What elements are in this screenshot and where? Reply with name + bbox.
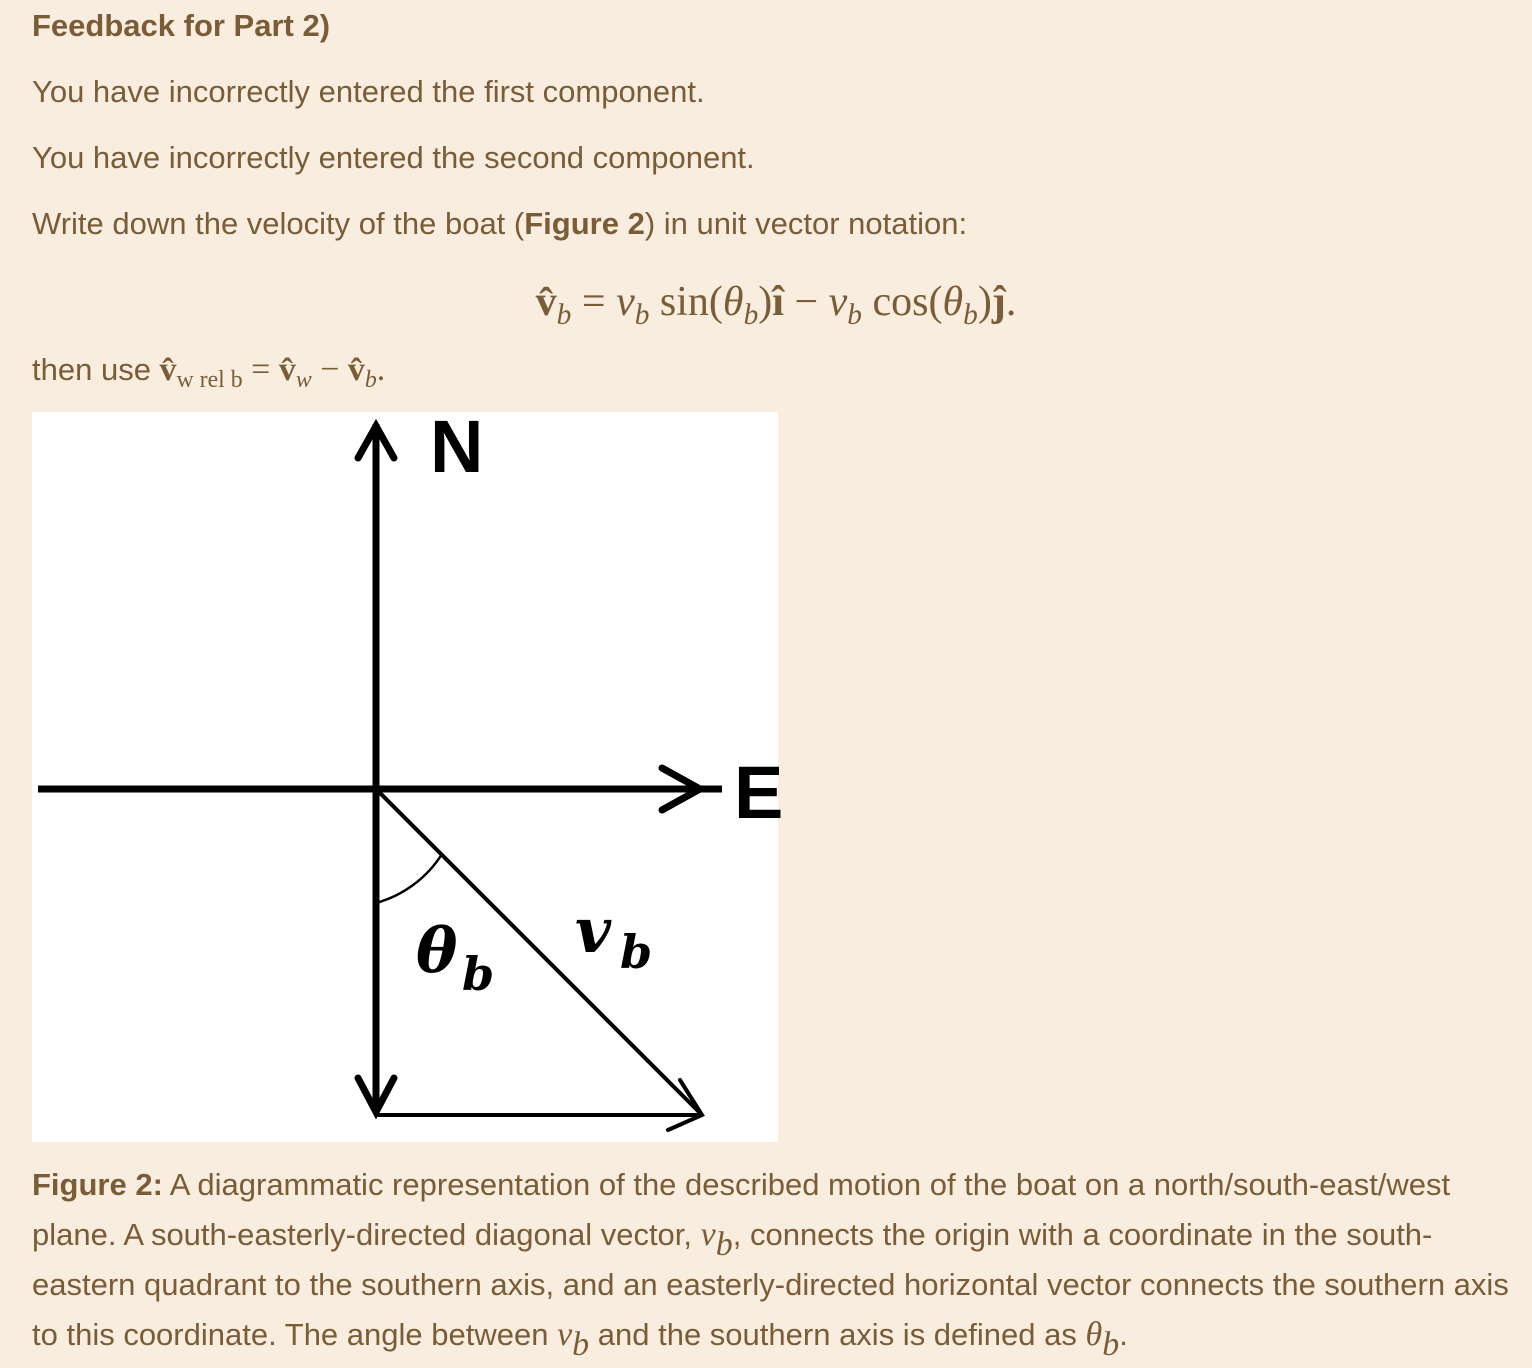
boat-velocity-sub: b: [364, 367, 377, 394]
figure-caption: [32, 1160, 1522, 1364]
eq-i-hat: î: [772, 279, 784, 325]
figure-2-diagram: [32, 405, 784, 1142]
caption-part-4: .: [1119, 1317, 1128, 1352]
caption-theta: θ: [1085, 1316, 1103, 1353]
feedback-line-second-component: You have incorrectly entered the second component.: [32, 140, 755, 175]
caption-theta-sub: b: [1102, 1326, 1120, 1364]
caption-label: Figure 2:: [32, 1167, 163, 1202]
eq-theta-sub: b: [743, 298, 759, 331]
then-use-text: then use: [32, 352, 160, 387]
instruction-post: ) in unit vector notation:: [644, 206, 968, 241]
feedback-title: Feedback for Part 2): [32, 8, 331, 43]
instruction-pre: Write down the velocity of the boat (: [32, 206, 525, 241]
wind-velocity: v̂: [278, 351, 296, 388]
relative-velocity-period: .: [376, 351, 386, 388]
eq-lhs-sub: b: [556, 298, 572, 331]
feedback-line-first-component: You have incorrectly entered the first component.: [32, 74, 705, 109]
east-label: E: [734, 751, 784, 834]
velocity-equation: [0, 276, 1532, 331]
eq-close-paren: ): [758, 279, 773, 325]
north-label: N: [430, 405, 484, 488]
eq-speed: v: [616, 279, 635, 325]
relative-velocity-minus: −: [311, 351, 348, 388]
then-use-line: [32, 350, 386, 394]
eq-theta-2: θ: [942, 279, 964, 325]
wind-velocity-sub: w: [295, 367, 312, 394]
caption-speed: v: [700, 1216, 716, 1253]
eq-lhs-vector: v̂: [535, 279, 557, 325]
relative-velocity-equals: =: [242, 351, 279, 388]
caption-part-3: and the southern axis is defined as: [589, 1317, 1086, 1352]
figure-reference: Figure 2: [524, 206, 645, 241]
speed-sub-label: b: [620, 925, 653, 979]
eq-j-hat: ĵ: [991, 279, 1006, 325]
caption-speed-2-sub: b: [572, 1326, 590, 1364]
caption-part-2: , connects the origin with a coordinate in the south-eastern quadrant to the southern axis, and an easterly-directed horizontal vector connects the southern axis to this coordinate. The angle between: [32, 1217, 1509, 1352]
eq-cos: cos(: [861, 279, 943, 325]
eq-speed-2: v: [828, 279, 848, 325]
eq-close-paren-2: ): [977, 279, 992, 325]
theta-sub-label: b: [462, 947, 495, 1001]
caption-part-1: A diagrammatic representation of the described motion of the boat on a north/south-east/west plane. A south-easterly-directed diagonal vector,: [32, 1167, 1451, 1252]
eq-minus: −: [783, 279, 829, 325]
eq-period: .: [1005, 279, 1017, 325]
eq-sin: sin(: [649, 279, 723, 325]
theta-label: θ: [416, 914, 458, 987]
vector-diagram-svg: [32, 405, 784, 1142]
caption-speed-sub: b: [715, 1226, 733, 1264]
angle-arc: [376, 854, 442, 903]
relative-velocity-lhs: v̂: [159, 351, 177, 388]
eq-theta: θ: [722, 279, 744, 325]
speed-label: v: [575, 894, 612, 967]
caption-speed-2: v: [557, 1316, 573, 1353]
feedback-instruction: [32, 204, 967, 244]
boat-velocity: v̂: [347, 351, 365, 388]
eq-equals: =: [571, 279, 617, 325]
eq-speed-sub: b: [634, 298, 650, 331]
relative-velocity-lhs-sub: w rel b: [176, 367, 243, 394]
eq-theta-2-sub: b: [963, 298, 978, 331]
eq-speed-2-sub: b: [847, 298, 862, 331]
